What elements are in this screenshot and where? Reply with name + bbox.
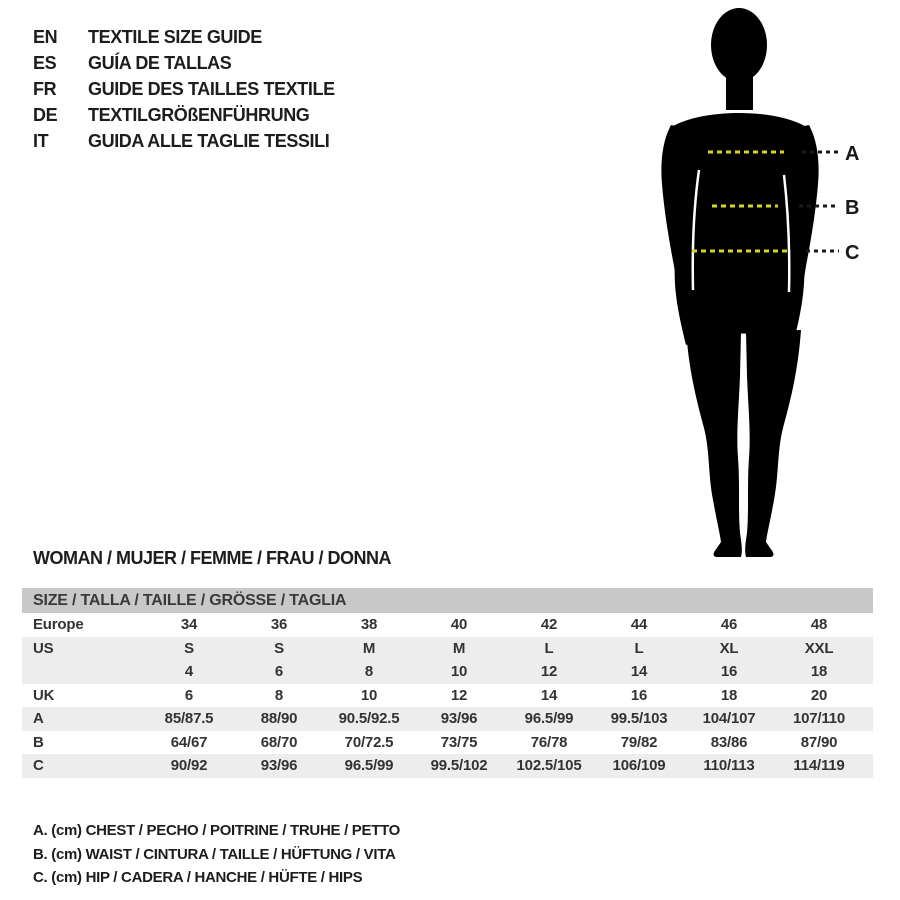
table-cell: 4	[184, 663, 194, 681]
table-cell: 68/70	[260, 733, 298, 751]
language-title: TEXTILGRÖßENFÜHRUNG	[88, 105, 310, 125]
table-cell: 40	[450, 616, 468, 634]
table-cell: S	[184, 639, 194, 657]
language-title: GUIDE DES TAILLES TEXTILE	[88, 79, 335, 99]
language-title: GUÍA DE TALLAS	[88, 53, 232, 73]
table-cell: 114/119	[793, 757, 845, 775]
chest-line-label: A	[845, 143, 860, 165]
table-cell: 8	[274, 686, 284, 704]
table-row-label: A	[33, 710, 44, 728]
table-cell: 110/113	[703, 757, 755, 775]
table-cell: 99.5/103	[610, 710, 668, 728]
table-cell: 18	[720, 686, 738, 704]
size-table-header: SIZE / TALLA / TAILLE / GRÖSSE / TAGLIA	[22, 588, 873, 613]
table-cell: 90.5/92.5	[338, 710, 400, 728]
table-cell: 85/87.5	[164, 710, 214, 728]
size-table	[22, 588, 873, 778]
table-cell: M	[362, 639, 376, 657]
measurement-legend	[33, 819, 400, 890]
table-cell: 46	[720, 616, 738, 634]
legend-chest: A. (cm) CHEST / PECHO / POITRINE / TRUHE / PETTO	[33, 822, 401, 839]
table-cell: L	[634, 639, 644, 657]
table-cell: 16	[720, 663, 738, 681]
table-row-us	[22, 637, 873, 661]
table-cell: 36	[270, 616, 288, 634]
table-cell: 102.5/105	[516, 757, 582, 775]
table-cell: L	[544, 639, 554, 657]
table-row-label: Europe	[33, 616, 84, 634]
table-cell: 8	[364, 663, 374, 681]
language-code: ES	[33, 53, 57, 73]
table-cell: 16	[630, 686, 648, 704]
table-cell: 44	[630, 616, 648, 634]
language-title: GUIDA ALLE TAGLIE TESSILI	[88, 131, 330, 151]
table-cell: 12	[540, 663, 558, 681]
table-cell: 10	[360, 686, 378, 704]
table-cell: XL	[719, 639, 739, 657]
table-cell: 104/107	[702, 710, 756, 728]
table-cell: 106/109	[612, 757, 666, 775]
table-row-waist	[22, 731, 873, 755]
table-cell: S	[274, 639, 284, 657]
table-cell: 107/110	[793, 710, 845, 728]
table-row-us-numeric	[22, 660, 873, 684]
language-title: TEXTILE SIZE GUIDE	[88, 27, 262, 47]
woman-silhouette	[661, 8, 818, 557]
language-code: EN	[33, 27, 58, 47]
hip-line-label: C	[845, 242, 860, 264]
table-cell: 73/75	[440, 733, 478, 751]
table-cell: 12	[450, 686, 468, 704]
table-cell: 83/86	[710, 733, 748, 751]
table-cell: 38	[360, 616, 378, 634]
table-cell: 96.5/99	[524, 710, 574, 728]
table-row-europe	[22, 613, 873, 637]
table-cell: 34	[180, 616, 198, 634]
table-row-label: B	[33, 733, 44, 751]
table-row-label: US	[33, 639, 54, 657]
table-cell: 48	[810, 616, 828, 634]
language-code: FR	[33, 79, 57, 99]
table-cell: 70/72.5	[344, 733, 394, 751]
table-cell: 87/90	[800, 733, 838, 751]
table-cell: 64/67	[170, 733, 208, 751]
table-row-uk	[22, 684, 873, 708]
table-cell: 6	[184, 686, 194, 704]
table-cell: XXL	[804, 639, 834, 657]
table-cell: 6	[274, 663, 284, 681]
table-cell: 76/78	[530, 733, 568, 751]
legend-waist: B. (cm) WAIST / CINTURA / TAILLE / HÜFTUNG / VITA	[33, 845, 396, 863]
table-cell: 99.5/102	[430, 757, 488, 775]
language-code: DE	[33, 105, 58, 125]
table-cell: 10	[450, 663, 468, 681]
language-code: IT	[33, 131, 49, 151]
table-cell: 96.5/99	[344, 757, 394, 775]
waist-line-label: B	[845, 197, 860, 219]
table-cell: 79/82	[620, 733, 658, 751]
section-title: WOMAN / MUJER / FEMME / FRAU / DONNA	[33, 548, 391, 568]
table-cell: 90/92	[170, 757, 208, 775]
table-row-hip	[22, 754, 873, 778]
table-cell: 14	[630, 663, 648, 681]
table-cell: 18	[810, 663, 828, 681]
table-row-label: C	[33, 757, 44, 775]
table-row-chest	[22, 707, 873, 731]
table-cell: 93/96	[260, 757, 298, 775]
table-cell: M	[452, 639, 466, 657]
table-cell: 20	[810, 686, 828, 704]
table-cell: 14	[540, 686, 558, 704]
legend-hip: C. (cm) HIP / CADERA / HANCHE / HÜFTE / HIPS	[33, 869, 363, 886]
table-cell: 93/96	[440, 710, 478, 728]
table-cell: 88/90	[260, 710, 298, 728]
table-cell: 42	[540, 616, 558, 634]
table-row-label: UK	[33, 686, 55, 704]
